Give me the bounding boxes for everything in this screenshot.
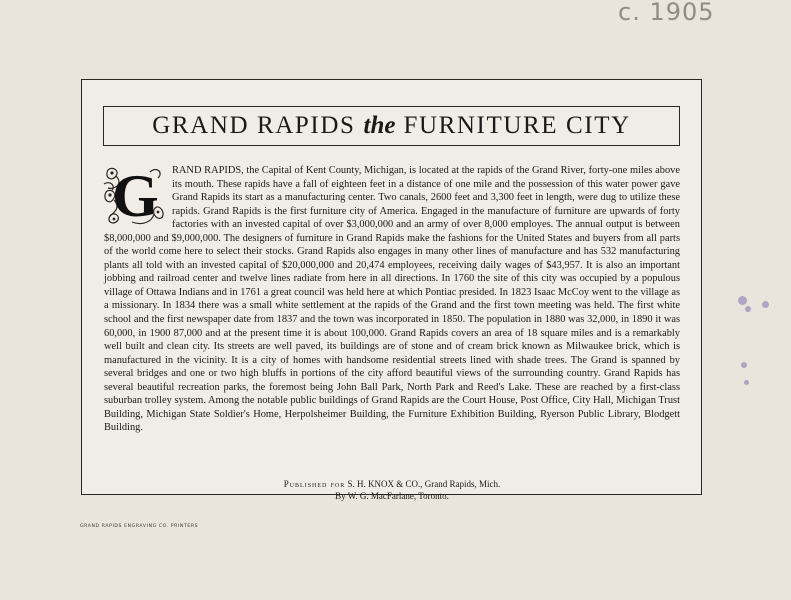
ink-stain	[741, 362, 747, 368]
ink-stain	[762, 301, 769, 308]
publisher-name: S. H. KNOX & CO., Grand Rapids, Mich.	[347, 479, 501, 489]
title-part-furniture-city: FURNITURE CITY	[403, 112, 631, 139]
ornamental-drop-cap	[102, 164, 168, 228]
ink-stain	[738, 296, 747, 305]
page-title	[103, 106, 680, 146]
body-paragraph: RAND RAPIDS, the Capital of Kent County, Michigan, is located at the rapids of the Grand River, forty-one miles above its mouth. These rapids have a fall of eighteen feet in a distance of one mile and the possession of this water power gave Grand Rapids its start as a manufacturing center. Two canals, 2600 feet and 3,300 feet in length, were dug to utilize these rapids. Grand Rapids is the first furniture city of America. Engaged in the manufacture of furniture are upwards of forty factories with an invested capital of over $3,000,000 and an army of over 8,000 employes. The annual output is between $8,000,000 and $9,000,000. The designers of furniture in Grand Rapids make the fashions for the United States and buyers from all parts of the world come here to select their stocks. Grand Rapids also engages in many other lines of manufacture and has 532 manufacturing plants all told with an invested capital of $20,000,000 and 20,474 employees, receiving daily wages of $43,957. It is also an important jobbing and railroad center and twelve lines radiate from here in all directions. In 1760 the site of this city was occupied by a populous village of Ottawa Indians and in 1761 a great council was held here at which Pontiac presided. In 1823 Isaac McCoy went to the village as a missionary. In 1834 there was a small white settlement at the rapids of the Grand and the first town meeting was held. The first white school and the first newspaper date from 1837 and the town was incorporated in 1850. The population in 1880 was 32,000, in 1890 it was 60,000, in 1900 87,000 and at the present time it is about 100,000. Grand Rapids covers an area of 18 square miles and is a remarkably well built and clean city. Its streets are well paved, its buildings are of stone and of cream brick known as Milwaukee brick, which is manufactured in the vicinity. It is a city of homes with handsome residential streets lined with shade trees. The Grand is spanned by several bridges and one or two high bluffs in portions of the city afford beautiful views of the surrounding country. Grand Rapids has several beautiful recreation parks, the foremost being John Ball Park, North Park and Reed's Lake. These are reached by a first-class suburban trolley system. Among the notable public buildings of Grand Rapids are the Court House, Post Office, City Hall, Michigan Trust Building, Michigan State Soldier's Home, Herpolsheimer Building, the Furniture Exhibition Building, Ryerson Public Library, Blodgett Building.	[104, 165, 680, 434]
publisher-prefix: Published for	[283, 479, 346, 489]
drop-cap-letter: G	[112, 163, 159, 229]
title-part-grand-rapids: GRAND RAPIDS	[152, 112, 356, 139]
ink-stain	[744, 380, 749, 385]
printer-credit: GRAND RAPIDS ENGRAVING CO. PRINTERS	[80, 524, 199, 529]
title-part-the: the	[363, 112, 396, 139]
ink-stain	[745, 306, 751, 312]
author-line: By W. G. MacFarlane, Toronto.	[335, 491, 449, 501]
body-text	[104, 164, 680, 435]
publisher-line	[104, 479, 680, 489]
handwritten-date-note: c. 1905	[618, 0, 715, 26]
